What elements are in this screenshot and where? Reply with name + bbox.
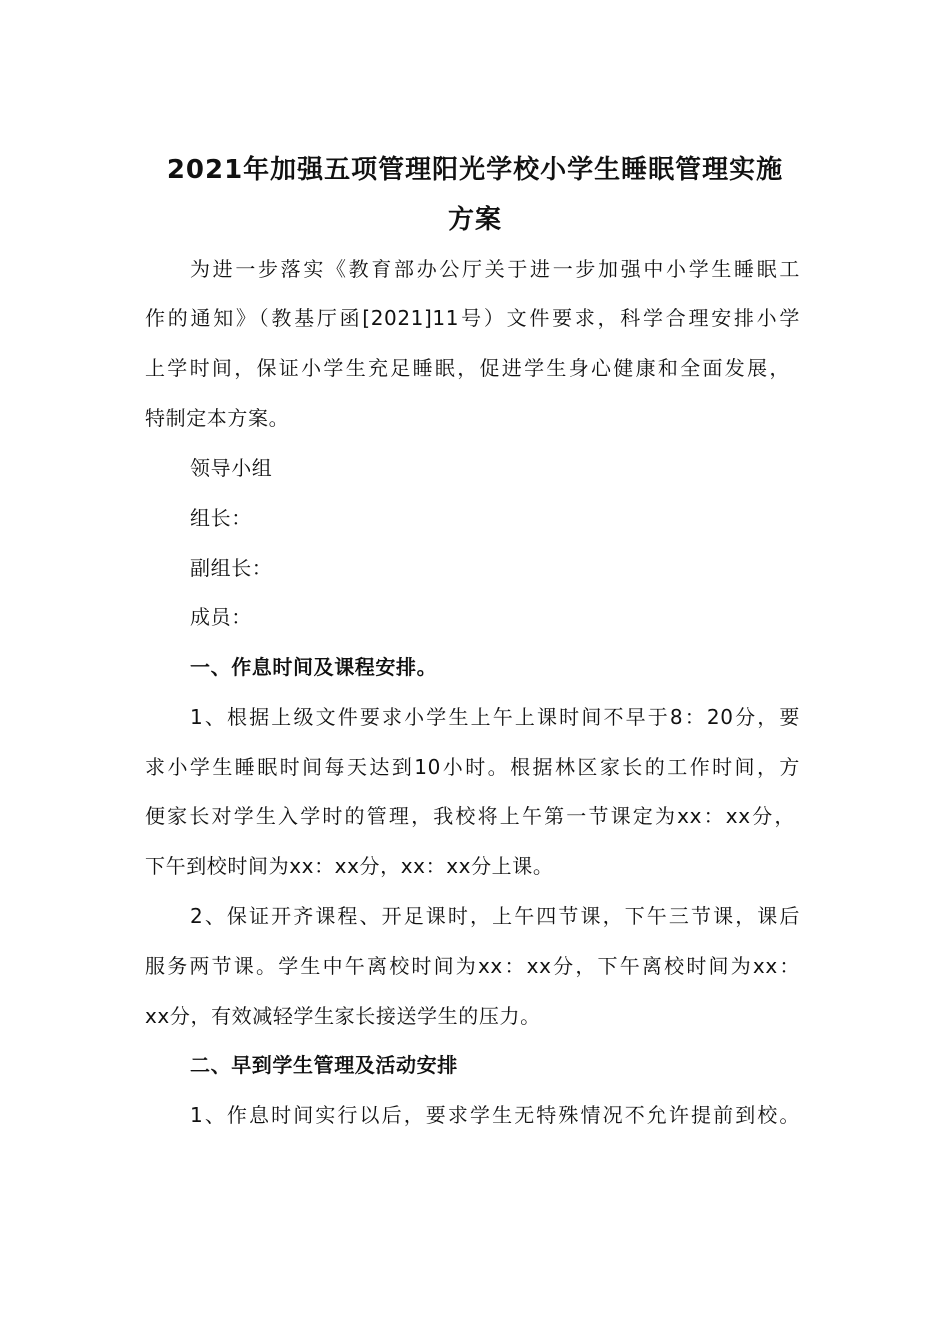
intro-line-3: 上学时间，保证小学生充足睡眠，促进学生身心健康和全面发展， <box>145 356 790 380</box>
document-title-line-2: 方案 <box>447 205 502 235</box>
section-2-item-1-line-1: 1、作息时间实行以后，要求学生无特殊情况不允许提前到校。 <box>190 1103 800 1127</box>
section-1-item-1-line-3: 便家长对学生入学时的管理，我校将上午第一节课定为xx：xx分， <box>145 804 795 828</box>
document-title-line-1: 2021年加强五项管理阳光学校小学生睡眠管理实施 <box>166 155 784 185</box>
members-label: 成员： <box>190 605 252 629</box>
section-1-item-1-line-1: 1、根据上级文件要求小学生上午上课时间不早于8：20分，要 <box>190 705 800 729</box>
intro-line-1: 为进一步落实《教育部办公厅关于进一步加强中小学生睡眠工 <box>190 257 800 281</box>
section-1-item-1-line-4: 下午到校时间为xx：xx分，xx：xx分上课。 <box>145 854 554 878</box>
section-1-item-1-line-2: 求小学生睡眠时间每天达到10小时。根据林区家长的工作时间，方 <box>145 755 800 779</box>
deputy-leader-label: 副组长： <box>190 556 273 580</box>
leader-label: 组长： <box>190 506 252 530</box>
section-2-heading: 二、早到学生管理及活动安排 <box>190 1053 458 1077</box>
leadership-heading: 领导小组 <box>190 456 273 480</box>
section-1-heading: 一、作息时间及课程安排。 <box>190 655 438 679</box>
section-1-item-2-line-3: xx分，有效减轻学生家长接送学生的压力。 <box>145 1004 541 1028</box>
section-1-item-2-line-1: 2、保证开齐课程、开足课时，上午四节课，下午三节课，课后 <box>190 904 800 928</box>
intro-line-4: 特制定本方案。 <box>145 406 290 430</box>
section-1-item-2-line-2: 服务两节课。学生中午离校时间为xx：xx分，下午离校时间为xx： <box>145 954 800 978</box>
intro-line-2: 作的通知》（教基厅函[2021]11号）文件要求，科学合理安排小学 <box>145 306 800 330</box>
